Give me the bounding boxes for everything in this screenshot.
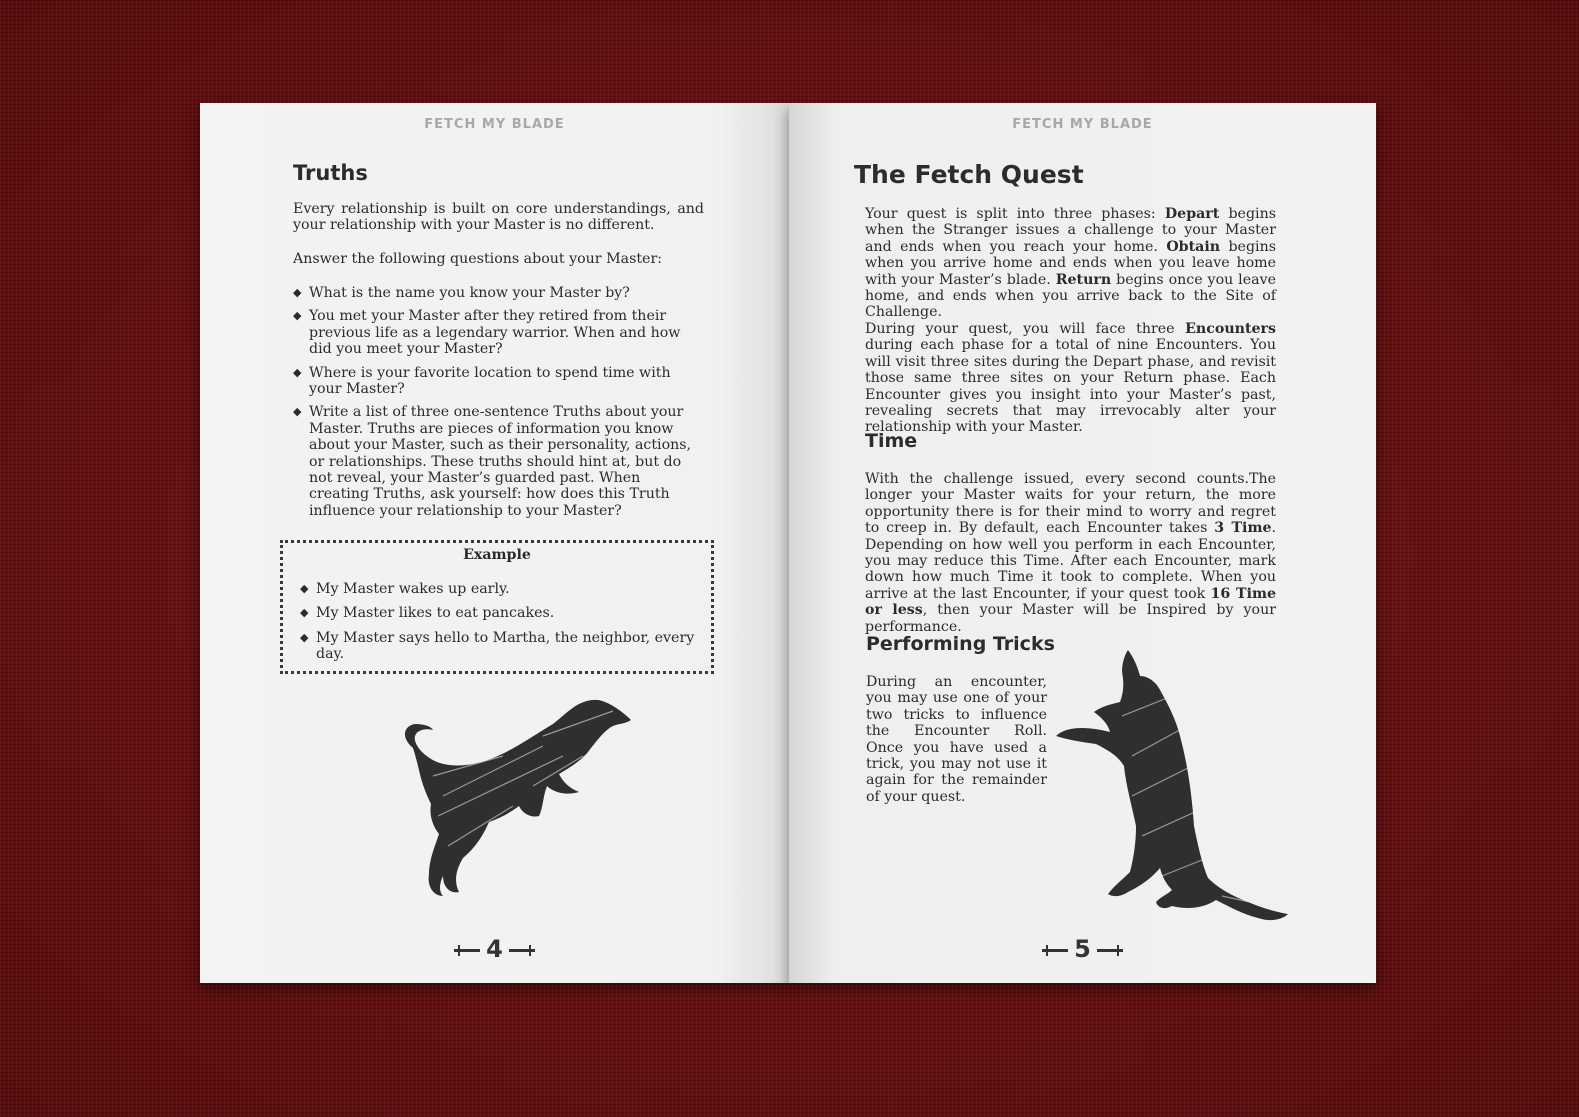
list-item: ◆ My Master wakes up early.	[300, 581, 510, 597]
example-box	[280, 540, 714, 674]
example-title: Example	[463, 547, 531, 563]
dash-ornament-icon	[509, 949, 535, 952]
time-paragraph: With the challenge issued, every second counts.The longer your Master waits for your return, the more opportunity there is for their mind to worry and regret to creep in. By default, each Encounter takes 3 Time. Depending on how well you perform in each Encounter, you may reduce this Time. After each Encounter, mark down how much Time it took to complete. When you arrive at the last Encounter, if your quest took 16 Time or less, then your Master will be Inspired by your performance.	[865, 471, 1277, 635]
section-heading-performing-tricks: Performing Tricks	[866, 633, 1055, 655]
list-item: ◆ My Master likes to eat pancakes.	[300, 605, 555, 622]
list-item: ◆ Write a list of three one-sentence Truths about your Master. Truths are pieces of information you know about your Master, such as their personality, actions, or relationships. These truths should hint at, but do not reveal, your Master’s guarded past. When creating Truths, ask yourself: how does this Truth influence your relationship to your Master?	[293, 404, 692, 519]
tricks-paragraph: During an encounter, you may use one of your two tricks to influence the Encounter Roll. Once you have used a trick, you may not use it again for the remainder of your quest.	[866, 674, 1047, 805]
encounters-paragraph: During your quest, you will face three Encounters during each phase for a total of nine Encounters. You will visit three sites during the Depart phase, and revisit those same three sites on your Return phase. Each Encounter gives you insight into your Master’s past, revealing secrets that may irrevocably alter your relationship with your Master.	[865, 321, 1276, 436]
questions-list	[293, 285, 704, 519]
diamond-bullet-icon: ◆	[300, 582, 309, 595]
diamond-bullet-icon: ◆	[300, 606, 309, 620]
dash-ornament-icon	[454, 949, 480, 952]
diamond-bullet-icon: ◆	[293, 405, 302, 419]
example-list	[300, 581, 700, 663]
list-item: ◆ You met your Master after they retired from their previous life as a legendary warrior. When and how did you meet your Master?	[293, 308, 681, 358]
running-head: FETCH MY BLADE	[424, 117, 565, 132]
dash-ornament-icon	[1097, 949, 1123, 952]
section-heading-time: Time	[865, 430, 918, 452]
running-head: FETCH MY BLADE	[1012, 117, 1153, 132]
phases-paragraph: Your quest is split into three phases: Depart begins when the Stranger issues a challenge to your Master and ends when you reach your home. Obtain begins when you arrive home and ends when you leave home with your Master’s blade. Return begins once you leave home, and ends when you arrive back to the Site of Challenge.	[865, 206, 1276, 321]
section-heading-fetch-quest: The Fetch Quest	[854, 160, 1084, 189]
right-page	[789, 103, 1376, 983]
diamond-bullet-icon: ◆	[293, 365, 302, 379]
diamond-bullet-icon: ◆	[293, 286, 302, 299]
list-item: ◆ What is the name you know your Master by?	[293, 285, 630, 301]
begging-dog-icon	[1052, 646, 1292, 926]
diamond-bullet-icon: ◆	[293, 309, 302, 323]
page-number: 5	[789, 935, 1376, 963]
list-item: ◆ Where is your favorite location to spend time with your Master?	[293, 364, 671, 398]
page-number: 4	[200, 935, 789, 963]
jumping-dog-icon	[393, 696, 643, 896]
list-item: ◆ My Master says hello to Martha, the neighbor, every day.	[300, 629, 695, 663]
truths-intro: Every relationship is built on core understandings, and your relationship with your Master is no different.	[293, 201, 704, 234]
truths-prompt: Answer the following questions about your Master:	[293, 251, 663, 267]
diamond-bullet-icon: ◆	[300, 630, 309, 644]
dash-ornament-icon	[1042, 949, 1068, 952]
left-page	[200, 103, 789, 983]
section-heading-truths: Truths	[293, 161, 368, 185]
